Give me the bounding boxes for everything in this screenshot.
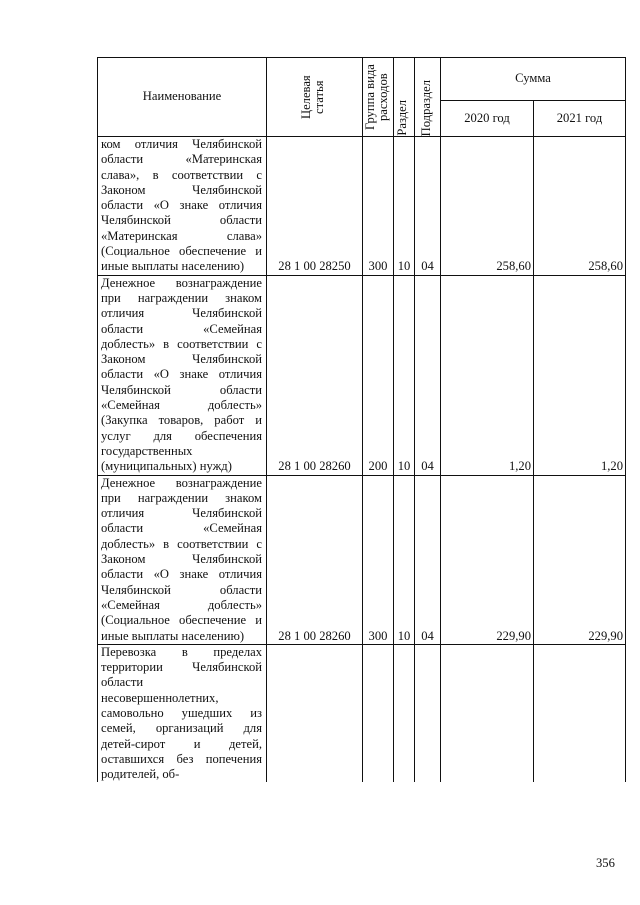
header-section-cell bbox=[394, 58, 415, 137]
header-year-2021: 2021 год bbox=[534, 100, 626, 136]
header-year-2020: 2020 год bbox=[441, 100, 534, 136]
row-group: 300 bbox=[363, 475, 394, 644]
row-amount-2020: 258,60 bbox=[441, 137, 534, 276]
row-section: 10 bbox=[394, 275, 415, 475]
row-target: 28 1 00 28250 bbox=[267, 137, 363, 276]
row-amount-2020: 1,20 bbox=[441, 275, 534, 475]
row-subsection: 04 bbox=[415, 275, 441, 475]
row-group: 300 bbox=[363, 137, 394, 276]
header-subsection: Подраздел bbox=[418, 79, 433, 136]
row-subsection bbox=[415, 644, 441, 782]
row-amount-2021 bbox=[534, 644, 626, 782]
header-target-cell bbox=[267, 58, 363, 137]
row-amount-2021: 229,90 bbox=[534, 475, 626, 644]
row-section: 10 bbox=[394, 137, 415, 276]
header-name: Наименование bbox=[98, 58, 267, 137]
row-name: Денежное вознаграждение при награждении знаком отличия Челябинской области «Семейная доблесть» в соответствии с Законом Челябинской области «О знаке отличия Челябинской области «Семейная доблесть» (Закупка товаров, работ и услуг для обеспечения государственных (муниципальных) нужд) bbox=[98, 275, 267, 475]
header-target: Целевая статья bbox=[298, 75, 326, 119]
row-amount-2021: 1,20 bbox=[534, 275, 626, 475]
row-section bbox=[394, 644, 415, 782]
row-group: 200 bbox=[363, 275, 394, 475]
row-subsection: 04 bbox=[415, 137, 441, 276]
row-section: 10 bbox=[394, 475, 415, 644]
row-amount-2020: 229,90 bbox=[441, 475, 534, 644]
row-name: Перевозка в пределах территории Челябинской области несовершеннолетних, самовольно ушедших из семей, организаций для детей-сирот и детей, оставшихся без попечения родителей, об- bbox=[98, 644, 267, 782]
header-expense-group: Группа вида расходов bbox=[363, 64, 390, 130]
row-target bbox=[267, 644, 363, 782]
header-subsection-cell bbox=[415, 58, 441, 137]
row-amount-2020 bbox=[441, 644, 534, 782]
row-subsection: 04 bbox=[415, 475, 441, 644]
header-sum: Сумма bbox=[441, 58, 626, 101]
header-row-top bbox=[98, 58, 626, 101]
row-name: ком отличия Челябинской области «Материнская слава», в соответствии с Законом Челябинской области «О знаке отличия Челябинской области «Материнская слава» (Социальное обеспечение и иные выплаты населению) bbox=[98, 137, 267, 276]
table-row bbox=[98, 137, 626, 276]
row-amount-2021: 258,60 bbox=[534, 137, 626, 276]
header-expense-group-cell bbox=[363, 58, 394, 137]
row-target: 28 1 00 28260 bbox=[267, 275, 363, 475]
table-row bbox=[98, 644, 626, 782]
table-row bbox=[98, 475, 626, 644]
page-number: 356 bbox=[596, 856, 615, 870]
row-target: 28 1 00 28260 bbox=[267, 475, 363, 644]
row-group bbox=[363, 644, 394, 782]
header-section: Раздел bbox=[395, 100, 409, 136]
table-row bbox=[98, 275, 626, 475]
budget-table bbox=[97, 57, 626, 782]
row-name: Денежное вознаграждение при награждении знаком отличия Челябинской области «Семейная доблесть» в соответствии с Законом Челябинской области «О знаке отличия Челябинской области «Семейная доблесть» (Социальное обеспечение и иные выплаты населению) bbox=[98, 475, 267, 644]
